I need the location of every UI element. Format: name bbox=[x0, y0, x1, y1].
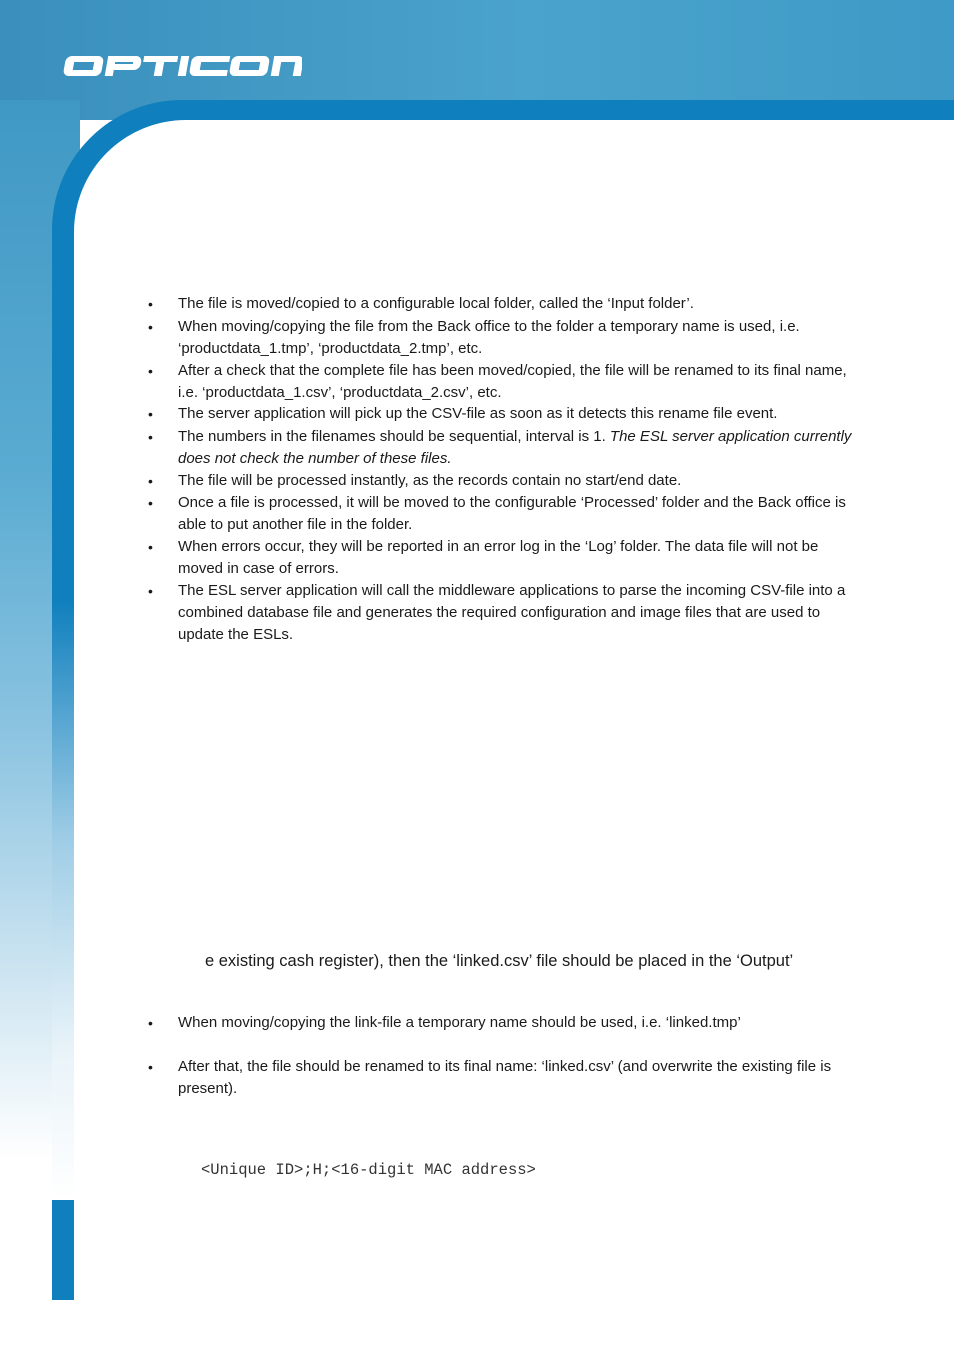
bullet-dot: • bbox=[148, 495, 153, 511]
list-item-text: After a check that the complete file has been moved/copied, the file will be renamed to its final name, i.e. ‘productdata_1.csv’, ‘productdata_2.csv’, etc. bbox=[178, 362, 847, 401]
list-item-text: The server application will pick up the CSV-file as soon as it detects this rename file event. bbox=[178, 405, 778, 422]
bullet-dot: • bbox=[148, 1059, 153, 1075]
list-item-text: When moving/copying the link-file a temporary name should be used, i.e. ‘linked.tmp’ bbox=[178, 1014, 741, 1031]
bullet-dot: • bbox=[148, 296, 153, 312]
opticon-logo bbox=[62, 46, 302, 86]
bullet-dot: • bbox=[148, 363, 153, 379]
list-item-text: When moving/copying the file from the Back office to the folder a temporary name is used, i.e. ‘productdata_1.tmp’, ‘productdata_2.tmp’, etc. bbox=[178, 318, 800, 357]
bullet-dot: • bbox=[148, 1015, 153, 1031]
list-item-text bbox=[178, 426, 858, 470]
list-item-text-italic: The ESL server application currently does not check the number of these files. bbox=[178, 428, 852, 467]
bullet-dot: • bbox=[148, 319, 153, 335]
list-item-text: After that, the file should be renamed to its final name: ‘linked.csv’ (and overwrite the existing file is present). bbox=[178, 1058, 832, 1097]
opticon-logo-icon bbox=[62, 46, 302, 86]
bullet-dot: • bbox=[148, 406, 153, 422]
paragraph-fragment: e existing cash register), then the ‘linked.csv’ file should be placed in the ‘Output’ bbox=[205, 952, 794, 970]
code-format-line: <Unique ID>;H;<16-digit MAC address> bbox=[201, 1161, 536, 1179]
list-item-text: The ESL server application will call the middleware applications to parse the incoming CSV-file into a combined database file and generates the required configuration and image files that are used to update the ESLs. bbox=[178, 582, 846, 643]
bullet-dot: • bbox=[148, 583, 153, 599]
bullet-dot: • bbox=[148, 473, 153, 489]
list-item-text: Once a file is processed, it will be moved to the configurable ‘Processed’ folder and the Back office is able to put another file in the folder. bbox=[178, 494, 846, 533]
list-item-text: The file will be processed instantly, as the records contain no start/end date. bbox=[178, 472, 682, 489]
page-curve-fade bbox=[52, 600, 76, 1200]
bullet-dot: • bbox=[148, 539, 153, 555]
list-item-text: When errors occur, they will be reported in an error log in the ‘Log’ folder. The data file will not be moved in case of errors. bbox=[178, 538, 819, 577]
bullet-dot: • bbox=[148, 429, 153, 445]
list-item-text: The file is moved/copied to a configurable local folder, called the ‘Input folder’. bbox=[178, 295, 694, 312]
list-item-text-regular: The numbers in the filenames should be sequential, interval is 1. bbox=[178, 428, 610, 445]
